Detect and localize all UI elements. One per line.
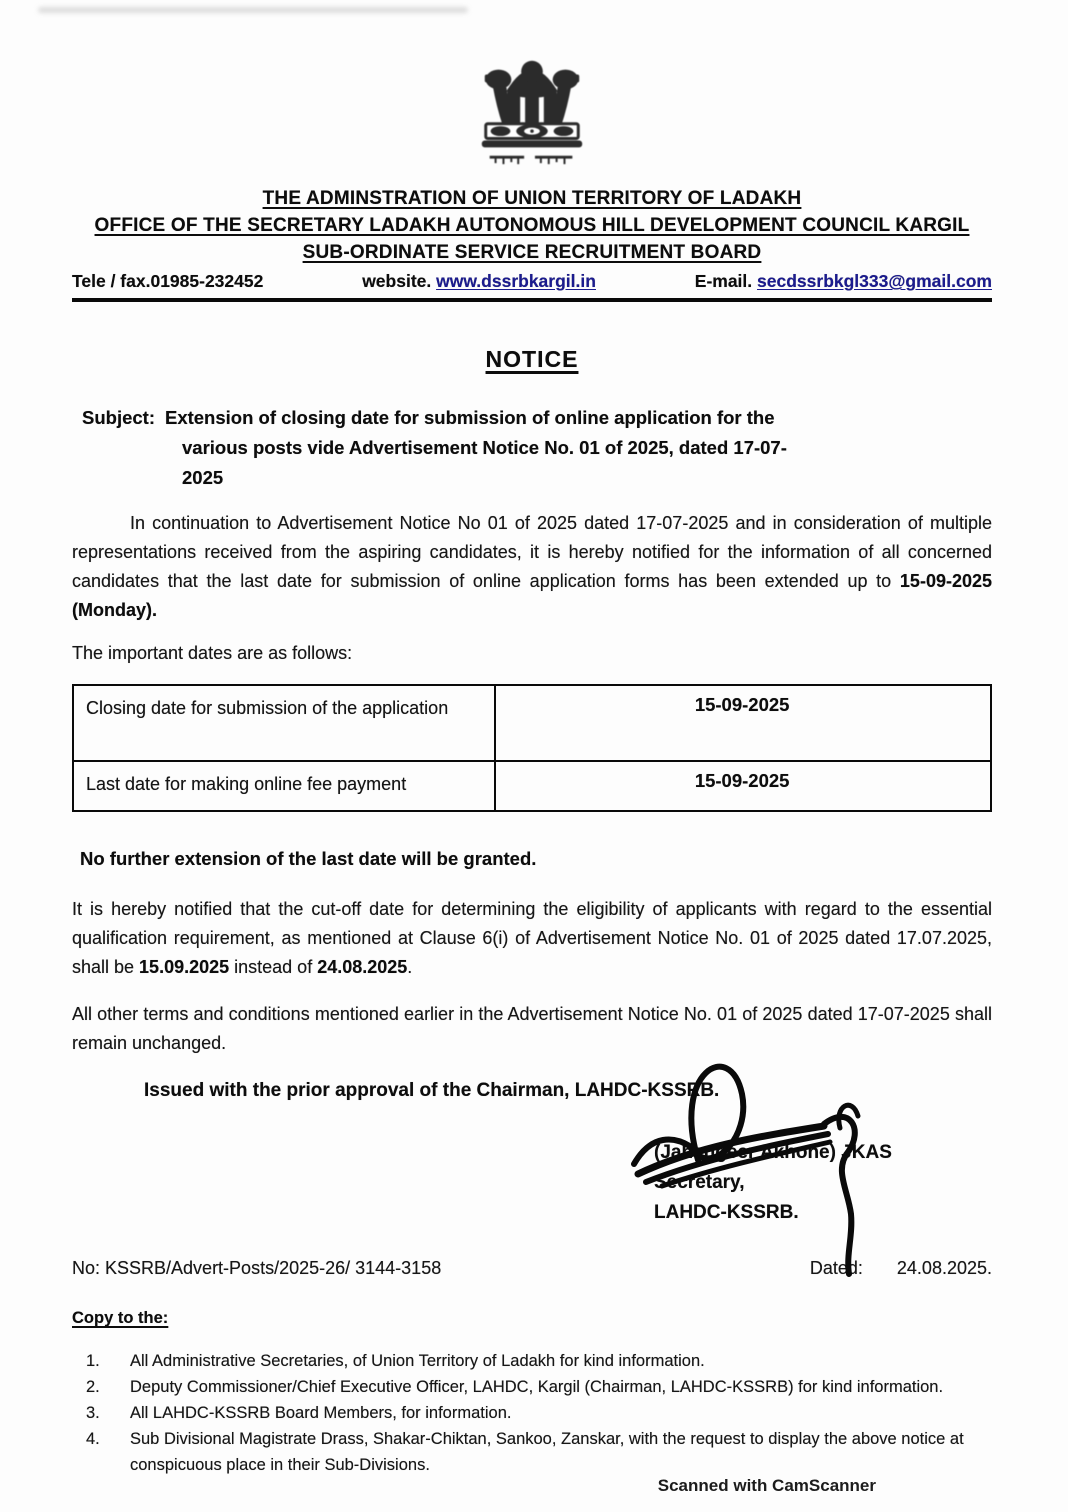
list-item: 1. All Administrative Secretaries, of Union Territory of Ladakh for kind information. — [86, 1352, 705, 1370]
old-cutoff-date-bold: 24.08.2025 — [317, 957, 408, 977]
email-link[interactable]: secdssrbkgl333@gmail.com — [757, 271, 992, 291]
dated-label: Dated: — [809, 1258, 863, 1278]
contact-row — [72, 271, 992, 302]
subject-block — [82, 403, 822, 493]
extended-date-bold: 15-09-2025 (Monday). — [72, 571, 992, 620]
org-title-line2: OFFICE OF THE SECRETARY LADAKH AUTONOMOUS HILL DEVELOPMENT COUNCIL KARGIL — [94, 215, 970, 236]
scan-artifact — [38, 7, 468, 13]
fee-payment-label-cell: Last date for making online fee payment — [73, 761, 495, 811]
emblem-container — [72, 46, 992, 175]
reference-number: No: KSSRB/Advert-Posts/2025-26/ 3144-3158 — [72, 1258, 442, 1278]
org-title-line3: SUB-ORDINATE SERVICE RECRUITMENT BOARD — [302, 242, 762, 263]
important-dates-table — [72, 684, 992, 812]
intro-paragraph: In continuation to Advertisement Notice No 01 of 2025 dated 17-07-2025 and in consideration of multiple representations received from the aspiring candidates, it is hereby notified for the information of all concerned candidates that the last date for submission of online application forms has been extended up to 15-09-2025 (Monday). — [72, 513, 992, 620]
national-emblem-icon — [453, 46, 611, 170]
list-item: 3. All LAHDC-KSSRB Board Members, for information. — [86, 1404, 512, 1422]
org-title-line1: THE ADMINSTRATION OF UNION TERRITORY OF LADAKH — [262, 188, 802, 209]
new-cutoff-date-bold: 15.09.2025 — [139, 957, 230, 977]
telefax-number: Tele / fax.01985-232452 — [72, 271, 264, 291]
website-label: website. — [362, 271, 432, 291]
cutoff-date-paragraph: It is hereby notified that the cut-off date for determining the eligibility of applicants with regard to the essential qualification requirement, as mentioned at Clause 6(i) of Advertisement Notice No. 01 of 2025 dated 17.07.2025, shall be 15.09.2025 instead of 24.08.2025. — [72, 899, 992, 977]
website-link[interactable]: www.dssrbkargil.in — [436, 271, 596, 291]
closing-date-value-cell: 15-09-2025 — [495, 685, 991, 761]
copy-to-heading: Copy to the: — [72, 1309, 169, 1327]
signatory-block — [654, 1138, 992, 1234]
camscanner-watermark: Scanned with CamScanner — [657, 1476, 876, 1495]
email-field — [695, 271, 992, 292]
terms-unchanged-paragraph: All other terms and conditions mentioned earlier in the Advertisement Notice No. 01 of 2025 dated 17-07-2025 shall remain unchanged. — [72, 1004, 992, 1053]
subject-text: Extension of closing date for submission of online application for the various posts vide Advertisement Notice No. 01 of 2025, dated 17-07-2025 — [164, 407, 787, 488]
table-row — [73, 761, 991, 811]
letterhead — [72, 185, 992, 266]
signature-section — [72, 1080, 992, 1234]
closing-date-label-cell: Closing date for submission of the application — [73, 685, 495, 761]
table-row — [73, 685, 991, 761]
fee-payment-value-cell: 15-09-2025 — [495, 761, 991, 811]
issued-approval-line: Issued with the prior approval of the Chairman, LAHDC-KSSRB. — [144, 1080, 720, 1101]
website-field — [362, 271, 596, 292]
signatory-name: (Jahangeer Akhone) JKAS — [654, 1142, 892, 1163]
issue-date: 24.08.2025. — [896, 1258, 992, 1278]
subject-label: Subject: — [82, 407, 155, 428]
reference-row — [72, 1258, 992, 1279]
dated-field — [810, 1258, 992, 1279]
signatory-designation: Secretary, — [654, 1172, 745, 1193]
email-label: E-mail. — [694, 271, 753, 291]
important-dates-intro: The important dates are as follows: — [72, 643, 353, 663]
copy-to-list — [72, 1348, 992, 1478]
notice-heading: NOTICE — [485, 346, 579, 372]
list-item: 2. Deputy Commissioner/Chief Executive Officer, LAHDC, Kargil (Chairman, LAHDC-KSSRB) for kind information. — [86, 1378, 944, 1396]
list-item: 4. Sub Divisional Magistrate Drass, Shakar-Chiktan, Sankoo, Zanskar, with the request to display the above notice at conspicuous place in their Sub-Divisions. — [86, 1430, 964, 1474]
signatory-organization: LAHDC-KSSRB. — [654, 1202, 799, 1223]
no-extension-statement: No further extension of the last date will be granted. — [80, 848, 537, 869]
